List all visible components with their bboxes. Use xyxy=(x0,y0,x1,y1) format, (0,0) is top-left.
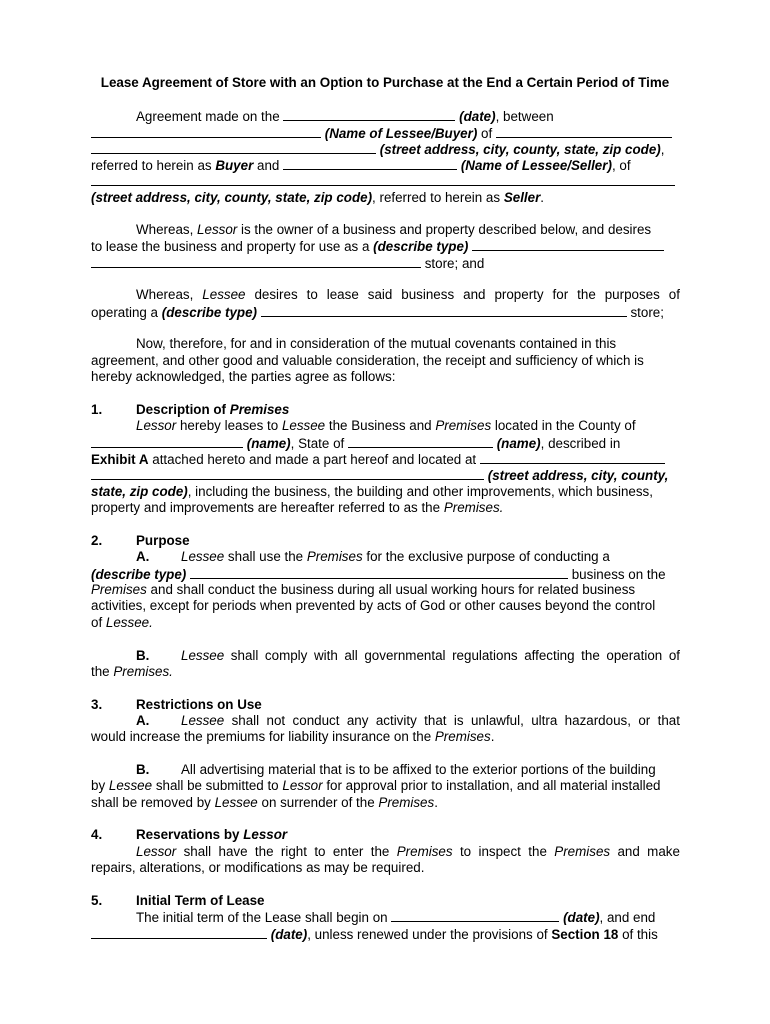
seller-name-blank[interactable] xyxy=(283,157,457,170)
section-5-line-1: The initial term of the Lease shall begin on (date), and end xyxy=(136,910,656,925)
section-2-a-line-5: of Lessee. xyxy=(91,615,153,630)
now-line-3: hereby acknowledged, the parties agree as follows: xyxy=(91,369,396,384)
section-1-line-1: Lessor hereby leases to Lessee the Business and Premises located in the County of xyxy=(136,418,636,433)
intro-line-4: referred to herein as Buyer and (Name of Lessee/Seller), of xyxy=(91,158,631,173)
section-5-number: 5. xyxy=(91,893,103,908)
section-5-heading: Initial Term of Lease xyxy=(136,893,265,908)
address-blank[interactable] xyxy=(91,141,376,154)
section-2-b-line-1: Lessee shall comply with all governmental regulations affecting the operation of xyxy=(181,648,680,663)
intro-line-2: (Name of Lessee/Buyer) of xyxy=(91,125,672,142)
store-type-blank-2[interactable] xyxy=(91,255,421,268)
section-3-number: 3. xyxy=(91,697,103,712)
start-date-blank[interactable] xyxy=(391,909,559,922)
section-3-b-line-1: All advertising material that is to be affixed to the exterior portions of the building xyxy=(181,762,656,777)
section-2-a-line-1: Lessee shall use the Premises for the exclusive purpose of conducting a xyxy=(181,549,610,564)
operating-type-blank[interactable] xyxy=(261,304,627,317)
section-4-heading: Reservations by Lessor xyxy=(136,827,288,842)
store-type-blank[interactable] xyxy=(472,238,664,251)
intro-line-1: Agreement made on the (date), between xyxy=(136,109,554,124)
section-3-b-line-2: by Lessee shall be submitted to Lessor for approval prior to installation, and all material installed xyxy=(91,778,661,793)
section-2-a-line-2: (describe type) business on the xyxy=(91,567,666,582)
section-1-heading: Description of Premises xyxy=(136,402,290,417)
section-2-b-line-2: the Premises. xyxy=(91,664,173,679)
section-1-line-2: (name), State of (name), described in xyxy=(91,435,620,452)
section-3-a-label: A. xyxy=(136,713,150,728)
section-3-b-label: B. xyxy=(136,762,150,777)
state-blank[interactable] xyxy=(348,435,493,448)
section-1-line-5: state, zip code), including the business, the building and other improvements, which business, xyxy=(91,484,653,499)
section-2-a-label: A. xyxy=(136,549,150,564)
section-2-number: 2. xyxy=(91,533,103,548)
whereas-1-line-3: store; and xyxy=(91,255,484,272)
section-3-a-line-1: Lessee shall not conduct any activity that is unlawful, ultra hazardous, or that xyxy=(181,713,680,728)
now-line-2: agreement, and other good and valuable consideration, the receipt and sufficiency of which is xyxy=(91,353,644,368)
premises-address-blank-2[interactable] xyxy=(91,467,484,480)
section-3-b-line-3: shall be removed by Lessee on surrender of the Premises. xyxy=(91,795,438,810)
section-3-heading: Restrictions on Use xyxy=(136,697,262,712)
section-2-a-line-3: Premises and shall conduct the business during all usual working hours for related business xyxy=(91,582,636,597)
section-2-b-label: B. xyxy=(136,648,150,663)
end-date-blank[interactable] xyxy=(91,926,267,939)
now-line-1: Now, therefore, for and in consideration of the mutual covenants contained in this xyxy=(136,336,617,351)
section-4-line-2: repairs, alterations, or modifications as may be required. xyxy=(91,860,425,875)
intro-line-3: (street address, city, county, state, zip code), xyxy=(91,141,665,158)
section-4-line-1: Lessor shall have the right to enter the Premises to inspect the Premises and make xyxy=(136,844,680,859)
intro-line-6: (street address, city, county, state, zip code), referred to herein as Seller. xyxy=(91,190,545,205)
section-3-a-line-2: would increase the premiums for liability insurance on the Premises. xyxy=(91,729,495,744)
whereas-1-line-1: Whereas, Lessor is the owner of a business and property described below, and desires xyxy=(136,222,652,237)
section-1-number: 1. xyxy=(91,402,103,417)
document-title: Lease Agreement of Store with an Option to Purchase at the End a Certain Period of Time xyxy=(100,75,670,90)
date-blank[interactable] xyxy=(283,108,455,121)
county-blank[interactable] xyxy=(91,435,243,448)
section-1-line-6: property and improvements are hereafter referred to as the Premises. xyxy=(91,500,504,515)
section-4-number: 4. xyxy=(91,827,103,842)
whereas-2-line-2: operating a (describe type) store; xyxy=(91,305,664,320)
lessee-address-blank[interactable] xyxy=(496,125,672,138)
section-1-line-4: (street address, city, county, xyxy=(91,467,668,484)
whereas-2-line-1: Whereas, Lessee desires to lease said business and property for the purposes of xyxy=(136,287,680,302)
intro-line-5 xyxy=(91,173,675,190)
section-1-line-3: Exhibit A attached hereto and made a part hereof and located at xyxy=(91,451,665,468)
business-type-blank[interactable] xyxy=(190,566,568,579)
section-5-line-2: (date), unless renewed under the provisions of Section 18 of this xyxy=(91,926,658,943)
premises-address-blank[interactable] xyxy=(480,451,665,464)
section-2-heading: Purpose xyxy=(136,533,190,548)
section-2-a-line-4: activities, except for periods when prevented by acts of God or other causes beyond the control xyxy=(91,598,656,613)
lessee-name-blank[interactable] xyxy=(91,125,321,138)
seller-address-blank[interactable] xyxy=(91,173,675,186)
whereas-1-line-2: to lease the business and property for use as a (describe type) xyxy=(91,238,664,255)
